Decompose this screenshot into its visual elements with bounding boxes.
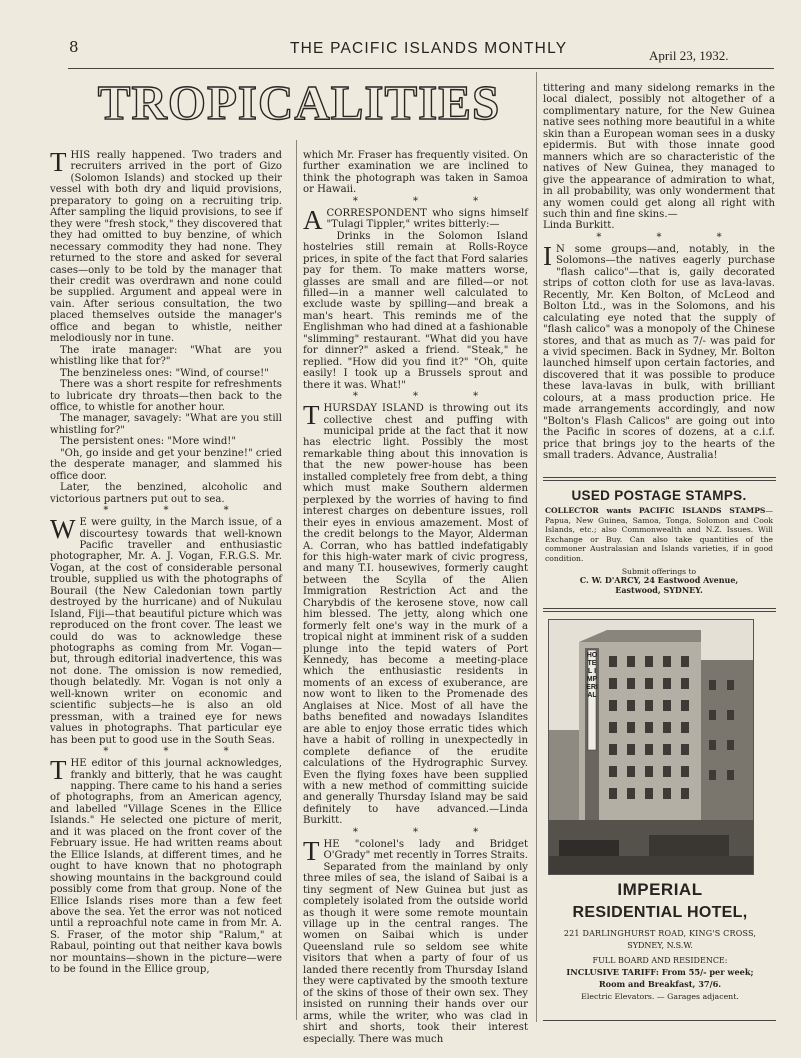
- drop-cap: W: [50, 514, 76, 545]
- article-ellice: THE editor of this journal acknowledges, frankly and bitterly, that he was caught napping. There came to his hand a series of photographs, from an American agency, and labelled "Village Scenes in the Ellice Islands." He selected one picture of merit, and it was placed on the front cover of the February issue. He had written reams about the Ellice Islands, at different times, and he ought to have known that no photograph showing mountains in the background could possibly come from that group. None of the Ellice Islands rises more than a few feet above the sea. Yet the error was not noticed until a reproachful note came in from Mr. A. S. Fraser, of the motor ship "Ralum," at Rabaul, pointing out that neither kava bowls nor mountains—shown in the picture—were to be found in the Ellice group,: [50, 755, 282, 976]
- section-title-box: [97, 73, 501, 131]
- article-ellice-continued: which Mr. Fraser has frequently visited. On further examination we are inclined to think the photograph was taken in Samoa or Hawaii.: [303, 150, 528, 196]
- ad-rule-middle: [543, 608, 776, 609]
- article-tulagi-body: Drinks in the Solomon Island hostelries still remain at Rolls-Royce prices, in spite of the fact that Ford salaries pay for them. To make matters worse, glasses are small and are filled—or not filled—in a manner well calculated to exclude waste by spilling—and break a man's heart. This reminds me of the Englishman who had dined at a fashionable "slimming" restaurant. "What did you have for dinner?" asked a friend. "Steak," he replied. "How did you find it?" "Oh, quite easily! I took up a Brussels sprout and there it was. What!": [303, 230, 528, 391]
- article-gizo-para-7: "Oh, go inside and get your benzine!" cried the desperate manager, and slammed his office door.: [50, 447, 282, 482]
- article-gizo-para-5: The manager, savagely: "What are you still whistling for?": [50, 413, 282, 436]
- section-separator: * * *: [103, 746, 255, 758]
- drop-cap: T: [303, 400, 320, 431]
- hotel-photograph: [548, 619, 754, 875]
- section-separator: * * *: [596, 231, 748, 243]
- hotel-name-line-2: RESIDENTIAL HOTEL,: [572, 904, 748, 921]
- hotel-advertisement: [545, 880, 775, 1001]
- column-1: [50, 147, 282, 1020]
- stamps-ad-address-1: C. W. D'ARCY, 24 Eastwood Avenue,: [579, 575, 739, 586]
- article-saibai: THE "colonel's lady and Bridget O'Grady" met recently in Torres Straits. Separated from the mainland by only three miles of sea, the island of Saibai is a tiny segment of New Guinea but just as completely isolated from the outside world as though it were some remote mountain village up in the central ranges. The women on Saibai which is under Queensland rule so seldom see white visitors that when a party of four of us landed there recently from Thursday Island they were captivated by the smooth texture of the skins of those of their own sex. They insisted on running their hands over our arms, while the writer, who was clad in shirt and shorts, took their interest especially. There was much: [303, 835, 528, 1045]
- column-rule-2: [536, 72, 537, 1022]
- publication-masthead: THE PACIFIC ISLANDS MONTHLY: [290, 40, 568, 57]
- article-gizo-para-3: The benzineless ones: "Wind, of course!": [60, 367, 269, 379]
- drop-cap: T: [50, 755, 67, 786]
- stamps-advertisement: [545, 488, 773, 595]
- article-gizo-para-6: The persistent ones: "More wind!": [60, 436, 236, 448]
- hotel-sign: HOTEL IMPERIAL: [586, 652, 598, 699]
- section-separator: * * *: [352, 391, 505, 403]
- hotel-address-1: 221 DARLINGHURST ROAD, KING'S CROSS,: [563, 929, 757, 938]
- section-separator: * * *: [103, 505, 255, 517]
- ad-rule-middle-2: [543, 611, 776, 612]
- article-gizo-para-1: THIS really happened. Two traders and recruiters arrived in the port of Gizo (Solomon Islands) and stocked up their vessel with both dry and liquid provisions, preparatory to going on a recruiting trip. After sampling the liquid provisions, to see if they were "fresh stock," they discovered that they had omitted to buy benzine, of which necessary commodity they had none. They returned to the store and asked for several cases—only to be told by the manager that their credit was overdrawn and none could be supplied. Argument and appeal were in vain. After serious consultation, the two placed themselves outside the manager's office and began to whistle, neither melodiously nor in tune.: [50, 147, 282, 345]
- ad-rule-bottom: [543, 1020, 776, 1021]
- ad-rule-top: [543, 477, 776, 478]
- column-3: [543, 83, 775, 473]
- hotel-building-illustration: [549, 620, 753, 874]
- stamps-ad-address-2: Eastwood, SYDNEY.: [615, 584, 703, 595]
- article-gizo-para-8: Later, the benzined, alcoholic and victorious partners put out to sea.: [50, 482, 282, 505]
- hotel-board-line: FULL BOARD AND RESIDENCE:: [592, 956, 728, 965]
- section-separator: * * *: [352, 826, 505, 838]
- article-saibai-continued: tittering and many sidelong remarks in the local dialect, possibly not altogether of a complimentary nature, for the New Guinea native sees nothing more beautiful in a white skin than a European woman sees in a dusky epidermis. But with those innate good manners which are so characteristic of the natives of New Guinea, they managed to give the appearance of admiration to what, in all probability, was only wonderment that any women could get along all right with such thin and fine skins.—: [543, 83, 775, 220]
- hotel-name-line-1: IMPERIAL: [617, 880, 703, 899]
- hotel-amenities-line: Electric Elevators. — Garages adjacent.: [581, 992, 739, 1001]
- article-tulagi-intro: ACORRESPONDENT who signs himself "Tulagi Tippler," writes bitterly:—: [303, 204, 528, 235]
- hotel-tariff-line: INCLUSIVE TARIFF: From 55/- per week;: [566, 967, 754, 977]
- drop-cap: A: [303, 204, 323, 235]
- column-rule-1: [296, 140, 297, 1020]
- ad-rule-top-2: [543, 480, 776, 481]
- article-gizo-para-4: There was a short respite for refreshments to lubricate dry throats—then back to the office, to whistle for another hour.: [50, 379, 282, 413]
- article-gizo-para-2: The irate manager: "What are you whistling like that for?": [50, 344, 282, 368]
- section-separator: * * *: [352, 195, 505, 207]
- stamps-ad-title: USED POSTAGE STAMPS.: [571, 488, 747, 503]
- page-number: 8: [69, 38, 79, 56]
- issue-date: April 23, 1932.: [649, 48, 729, 63]
- byline: Linda Burkitt.: [543, 220, 615, 232]
- hotel-address-2: SYDNEY, N.S.W.: [627, 941, 693, 950]
- header-rule: [68, 68, 774, 69]
- drop-cap: T: [50, 147, 67, 177]
- section-title: TROPICALITIES: [97, 74, 501, 130]
- article-vogan: W E were guilty, in the March issue, of a discourtesy towards that well-known Pacific traveller and enthusiastic photographer, Mr. A. J. Vogan, F.R.G.S. Mr. Vogan, at the cost of considerable personal trouble, supplied us with the photographs of Bourail (the New Caledonian town partly destroyed by the hurricane) and of Nukulau Island, Fiji—that beautiful picture which was reproduced on the front cover. The least we could do was to acknowledge these photographs as coming from Mr. Vogan—but, through editorial inadvertence, this was not done. The omission is now remedied, though belatedly. Mr. Vogan is not only a well-known writer on economic and scientific subjects—he is also an old pressman, with a trained eye for news values in photographs. That particular eye has been put to good use in the South Seas.: [50, 514, 282, 746]
- drop-cap: T: [303, 835, 320, 866]
- column-2: [303, 150, 528, 1045]
- stamps-ad-offer: Submit offerings to: [621, 566, 697, 576]
- stamps-ad-body: COLLECTOR wants PACIFIC ISLANDS STAMPS—Papua, New Guinea, Samoa, Tonga, Solomon and Cook Islands, etc.; also Commonwealth and N.Z. Issues. Will Exchange or Buy. Can also take quantities of the commoner Australasian and Islands varieties, if in good condition.: [545, 506, 773, 563]
- drop-cap: I: [543, 240, 552, 271]
- article-flash-calico: I N some groups—and, notably, in the Solomons—the natives eagerly purchase "flash calico"—that is, gaily decorated strips of cotton cloth for use as lava-lavas. Recently, Mr. Ken Bolton, of McLeod and Bolton Ltd., was in the Solomons, and his calculating eye noted that the supply of "flash calico" was a monopoly of the Chinese stores, and that as much as 7/- was paid for a vivid specimen. Back in Sydney, Mr. Bolton launched himself upon certain factories, and discovered that it was possible to produce these lava-lavas in bulk, with brilliant colours, at a mass production price. He made arrangements accordingly, and now "Bolton's Flash Calicos" are going out into the Pacific in scores of dozens, at a c.i.f. price that brings joy to the hearts of the small traders. Advance, Australia!: [543, 240, 775, 462]
- article-thursday-island: THURSDAY ISLAND is throwing out its collective chest and puffing with municipal pride at the fact that it now has electric light. Possibly the most remarkable thing about this innovation is that the new power-house has been installed completely free from debt, a thing which must make Southern aldermen perplexed by the worries of having to find interest charges on debenture issues, roll their eyes in envious amazement. Most of the credit belongs to the Mayor, Alderman A. Corran, who has battled indefatigably for this high-water mark of civic progress, and many T.I. housewives, formerly caught between the Scylla of the Alien Immigration Restriction Act and the Charybdis of the kerosene stove, now call him blessed. The jetty, along which one formerly felt one's way in the murk of a tropical night at imminent risk of a sudden plunge into the tepid waters of Port Kennedy, has become a meeting-place which the enthusiastic residents in moments of an excess of exuberance, are now wont to liken to the Promenade des Anglaises at Nice. Most of all have the baths benefited and nowadays Islandites are able to enjoy those erratic tides which have a habit of rolling in unexpectedly in complete defiance of the erudite calculations of the Hydrographic Survey. Even the flying foxes have been supplied with a new method of committing suicide and generally Thursday Island may be said definitely to have advanced.—Linda Burkitt.: [303, 400, 528, 827]
- hotel-breakfast-line: Room and Breakfast, 37/6.: [598, 979, 722, 989]
